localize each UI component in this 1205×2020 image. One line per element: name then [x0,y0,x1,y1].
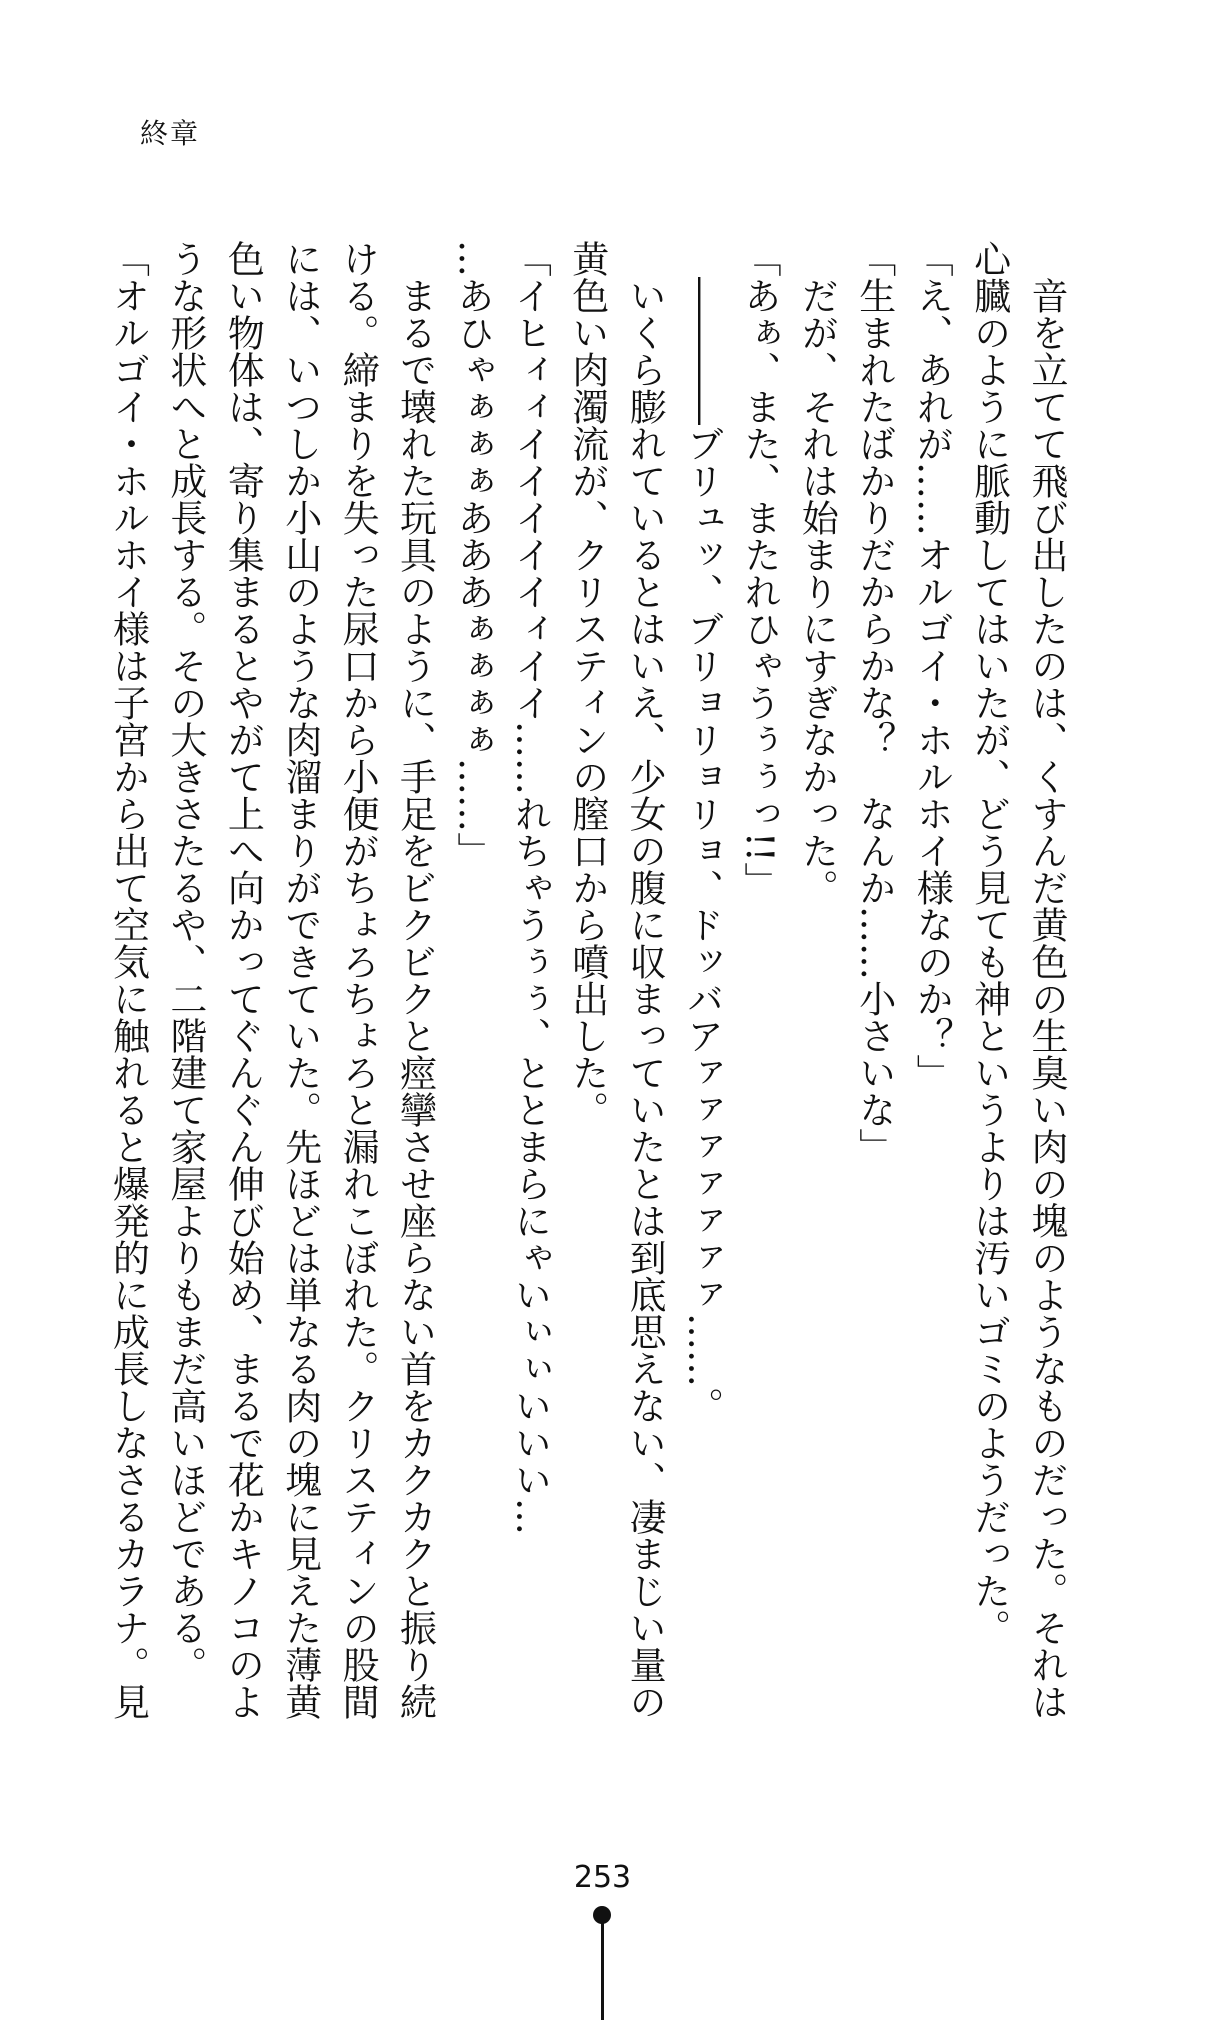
text-line: 「え、あれが……オルゴイ・ホルホイ様なのか？」 [910,240,954,1091]
text-line: だが、それは始まりにすぎなかった。 [795,240,839,906]
text-line: 「イヒィィイイイイイィイイ……れちゃうぅぅ、ととまらにゃいぃぃいいい… [508,240,552,1535]
text-line: まるで壊れた玩具のように、手足をビクビクと痙攣させ座らない首をカクカクと振り続 [393,240,437,1720]
text-line: ける。締まりを失った尿口から小便がちょろちょろと漏れこぼれた。クリスティンの股間 [336,240,380,1720]
text-line: いくら膨れているとはいえ、少女の腹に収まっていたとは到底思えない、凄まじい量の [623,240,667,1720]
page-marker-line [601,1914,604,2020]
text-line: ――――ブリュッ、ブリョリョリョ、ドッバアァァァァァァァ……。 [680,240,724,1424]
text-line: 色い物体は、寄り集まるとやがて上へ向かってぐんぐん伸び始め、まるで花かキノコのよ [221,240,265,1720]
page-number: 253 [573,1860,632,1895]
text-line: 「オルゴイ・ホルホイ様は子宮から出て空気に触れると爆発的に成長しなさるカラナ。見 [106,240,150,1720]
text-line: 黄色い肉濁流が、クリスティンの膣口から噴出した。 [565,240,609,1128]
text-line: 音を立てて飛び出したのは、くすんだ黄色の生臭い肉の塊のようなものだった。それは [1025,240,1068,1720]
text-line: 「あぁ、また、またれひゃうぅぅっ!!」 [737,240,781,899]
chapter-title: 終章 [140,117,201,150]
text-line: 「生まれたばかりだからかな？ なんか……小さいな」 [852,240,896,1165]
text-line: には、いつしか小山のような肉溜まりができていた。先ほどは単なる肉の塊に見えた薄黄 [278,240,322,1720]
text-line: うな形状へと成長する。その大きさたるや、二階建て家屋よりもまだ高いほどである。 [163,240,207,1683]
text-line: …あひゃぁぁぁあああぁぁぁぁ……」 [450,240,494,869]
text-line: 心臓のように脈動してはいたが、どう見ても神というよりは汚いゴミのようだった。 [967,240,1011,1646]
body-text [99,240,1075,1730]
